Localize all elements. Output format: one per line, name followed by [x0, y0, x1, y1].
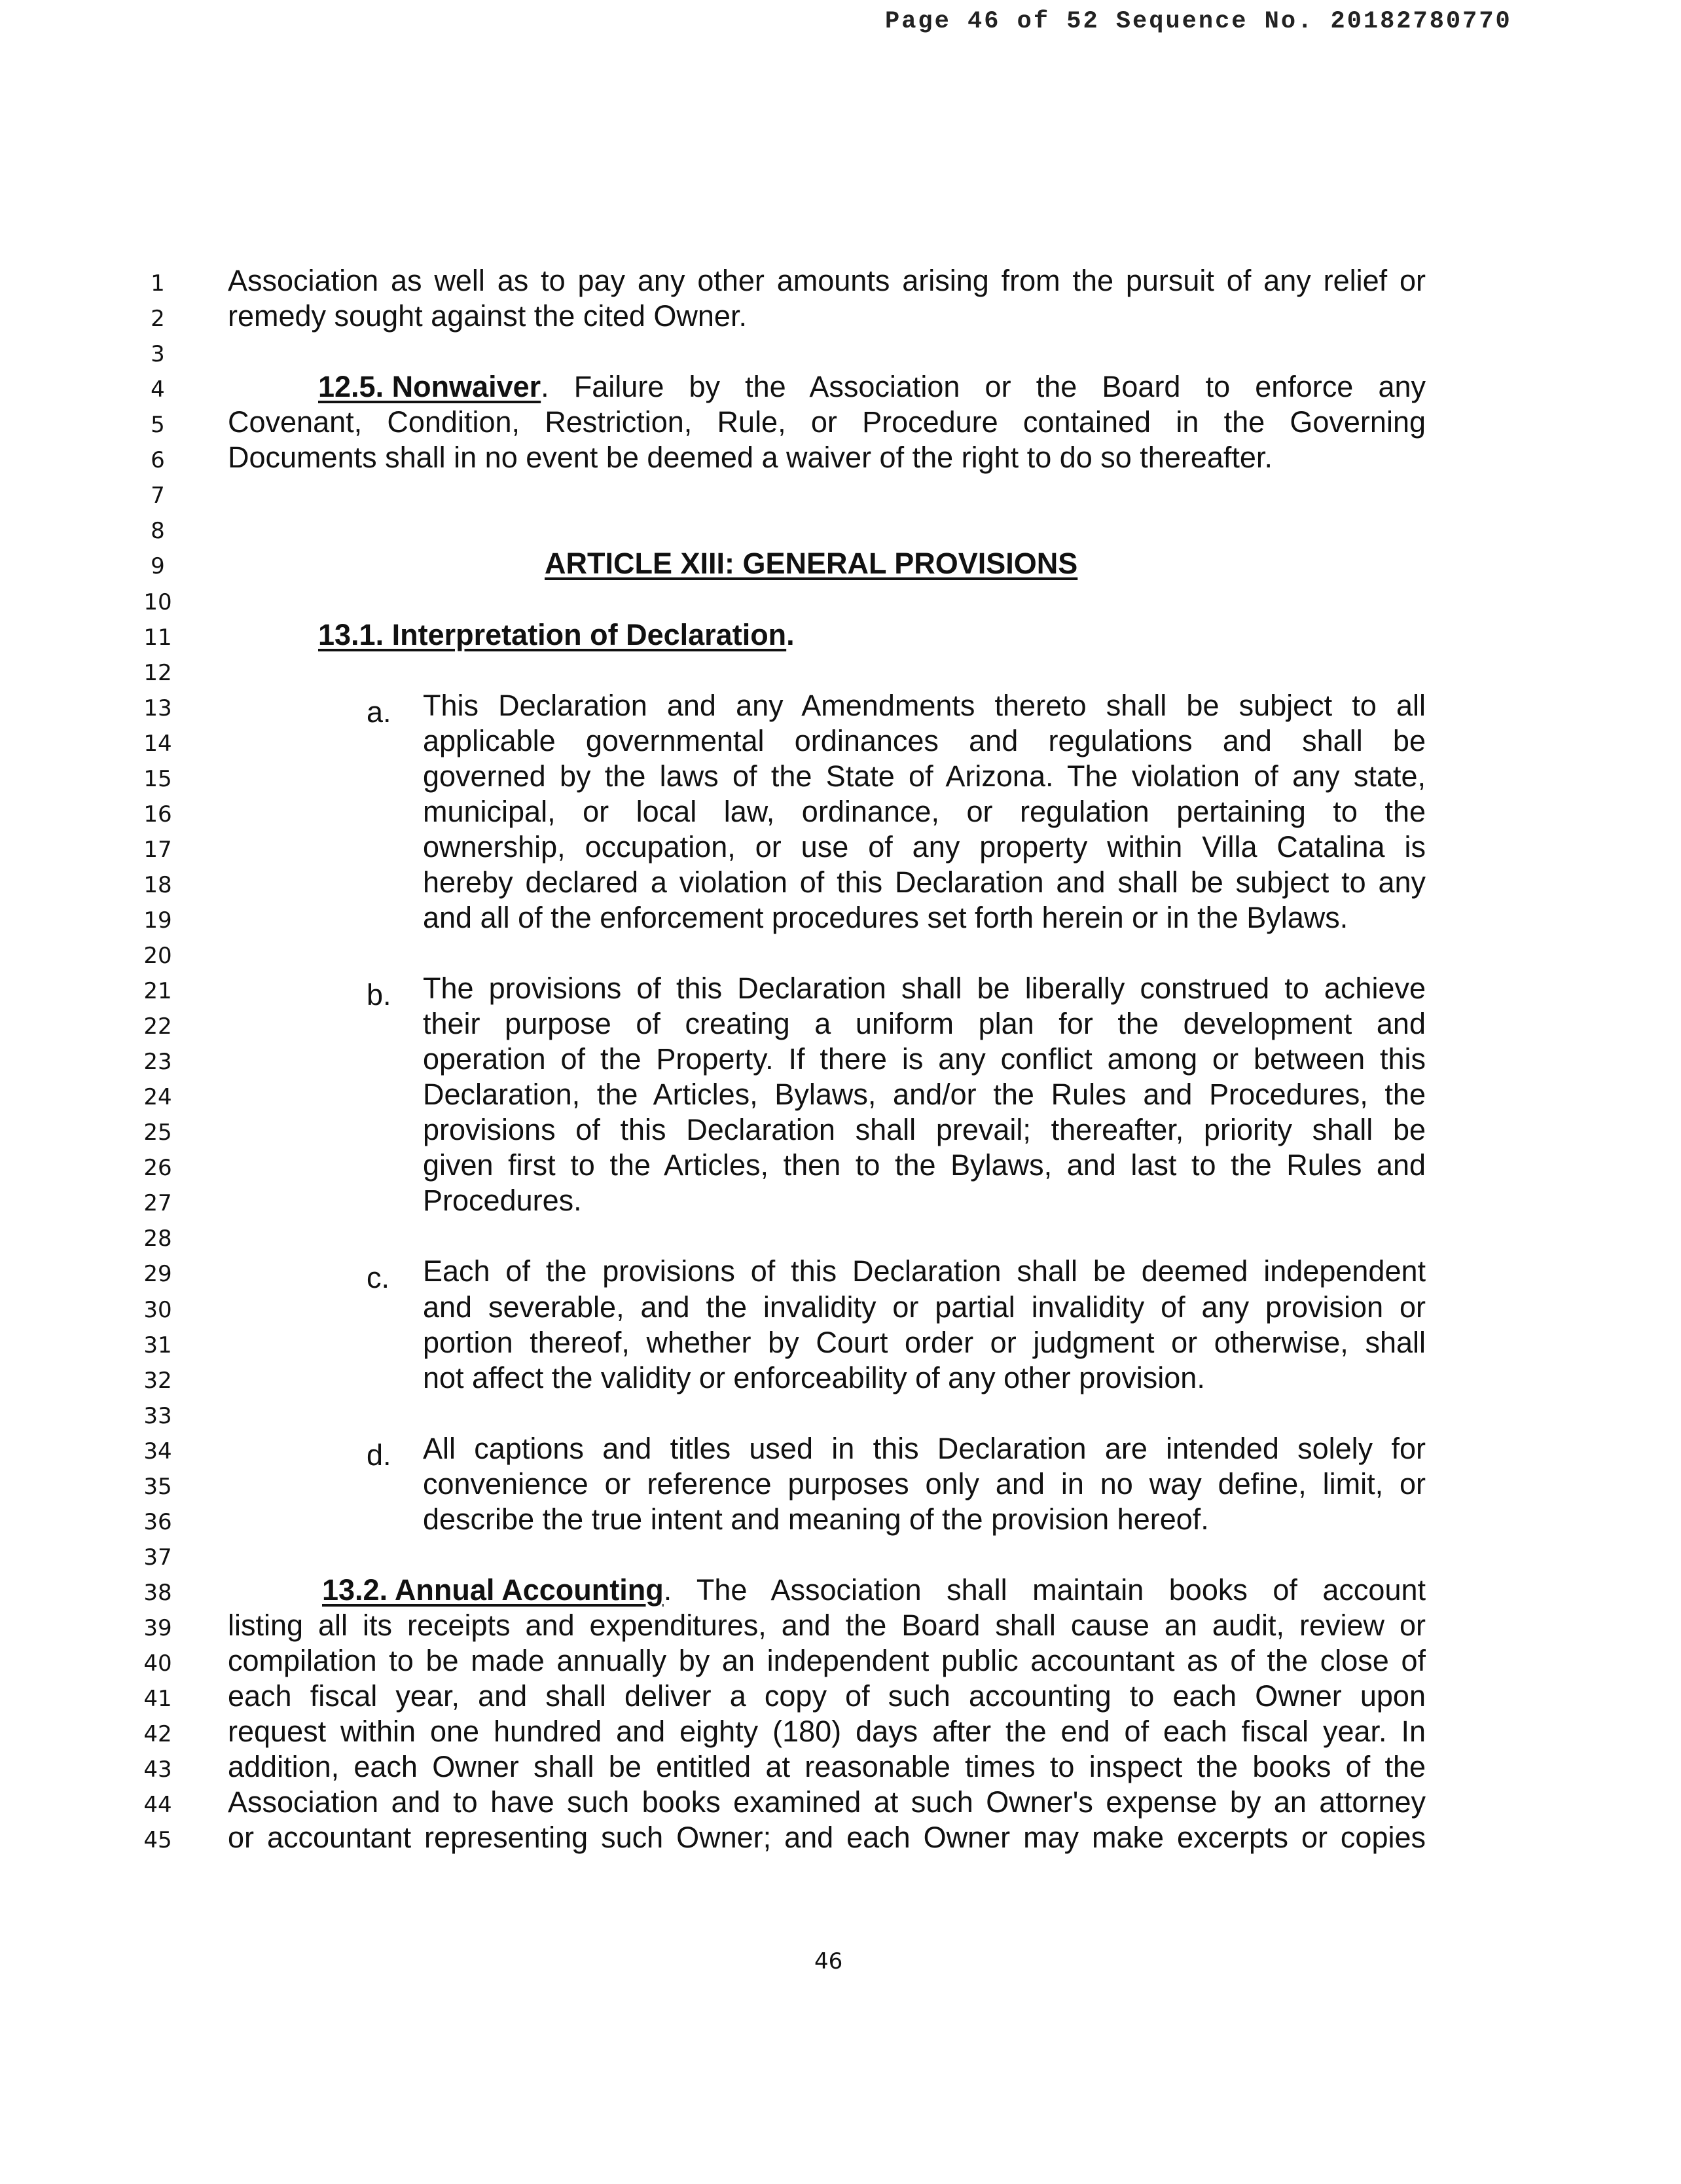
list-item-line: Declaration, the Articles, Bylaws, and/or the Rules and Procedures, the — [423, 1080, 1426, 1111]
line-number: 23 — [143, 1049, 172, 1075]
list-marker: c. — [367, 1261, 390, 1294]
section-13-2-first-line — [322, 1575, 1426, 1612]
line-number: 12 — [143, 660, 172, 686]
line-number: 19 — [143, 907, 172, 934]
section-heading-13-2: 13.2. Annual Accounting — [322, 1573, 664, 1607]
line-number: 43 — [143, 1756, 172, 1783]
list-item-line: provisions of this Declaration shall prevail; thereafter, priority shall be — [423, 1115, 1426, 1146]
paragraph-line: addition, each Owner shall be entitled at reasonable times to inspect the books of the — [228, 1752, 1426, 1783]
line-number: 14 — [143, 731, 172, 757]
page-number: 46 — [814, 1948, 843, 1975]
line-number: 11 — [143, 625, 172, 651]
list-marker: d. — [367, 1438, 391, 1472]
line-number: 18 — [143, 872, 172, 898]
list-item-line: not affect the validity or enforceability of any other provision. — [423, 1361, 1205, 1394]
list-marker: a. — [367, 695, 391, 729]
section-heading-12-5: 12.5. Nonwaiver — [318, 370, 541, 403]
list-item-line: and severable, and the invalidity or partial invalidity of any provision or — [423, 1292, 1426, 1324]
line-number: 25 — [143, 1119, 172, 1146]
line-number: 38 — [143, 1580, 172, 1606]
paragraph-line: remedy sought against the cited Owner. — [228, 299, 747, 333]
paragraph-line: listing all its receipts and expenditures, and the Board shall cause an audit, review or — [228, 1611, 1426, 1642]
list-item-line: governed by the laws of the State of Arizona. The violation of any state, — [423, 761, 1426, 793]
line-number: 35 — [143, 1474, 172, 1500]
line-number: 3 — [151, 341, 165, 367]
article-title: ARTICLE XIII: GENERAL PROVISIONS — [545, 547, 1078, 580]
line-number: 28 — [143, 1226, 172, 1252]
line-number: 29 — [143, 1261, 172, 1287]
list-item-line: The provisions of this Declaration shall be liberally construed to achieve — [423, 974, 1426, 1005]
line-number: 4 — [151, 376, 165, 403]
line-number: 26 — [143, 1155, 172, 1181]
line-number: 40 — [143, 1650, 172, 1677]
line-number: 20 — [143, 943, 172, 969]
line-number: 39 — [143, 1615, 172, 1641]
line-number: 32 — [143, 1368, 172, 1394]
list-item-line: municipal, or local law, ordinance, or regulation pertaining to the — [423, 797, 1426, 828]
paragraph-line: . The Association shall maintain books of account — [663, 1575, 1426, 1607]
paragraph-line: each fiscal year, and shall deliver a copy of such accounting to each Owner upon — [228, 1681, 1426, 1713]
line-number: 5 — [151, 412, 165, 438]
line-number: 2 — [151, 306, 165, 332]
list-item-line: given first to the Articles, then to the Bylaws, and last to the Rules and — [423, 1150, 1426, 1182]
line-number: 24 — [143, 1084, 172, 1110]
heading-period: . — [786, 618, 795, 651]
paragraph-line: Documents shall in no event be deemed a waiver of the right to do so thereafter. — [228, 441, 1273, 474]
list-item-line: portion thereof, whether by Court order or judgment or otherwise, shall — [423, 1328, 1426, 1359]
paragraph-line: or accountant representing such Owner; and each Owner may make excerpts or copies — [228, 1823, 1426, 1854]
list-item-line: Each of the provisions of this Declaration shall be deemed independent — [423, 1256, 1426, 1288]
list-item-line: their purpose of creating a uniform plan for the development and — [423, 1009, 1426, 1040]
section-13-1-line — [318, 620, 795, 649]
line-number: 41 — [143, 1686, 172, 1712]
line-number: 44 — [143, 1792, 172, 1818]
line-number: 21 — [143, 978, 172, 1004]
list-item-line: applicable governmental ordinances and regulations and shall be — [423, 726, 1426, 757]
list-item-line: describe the true intent and meaning of the provision hereof. — [423, 1502, 1209, 1536]
line-number: 16 — [143, 801, 172, 828]
line-number: 10 — [143, 589, 172, 615]
line-number: 34 — [143, 1438, 172, 1465]
paragraph-line: request within one hundred and eighty (180) days after the end of each fiscal year. In — [228, 1717, 1426, 1748]
list-item-line: operation of the Property. If there is any conflict among or between this — [423, 1044, 1426, 1076]
paragraph-line: . Failure by the Association or the Board to enforce any — [541, 372, 1426, 403]
line-number: 9 — [151, 553, 165, 579]
line-number: 22 — [143, 1013, 172, 1040]
paragraph-line: Association and to have such books examined at such Owner's expense by an attorney — [228, 1787, 1426, 1819]
list-item-line: ownership, occupation, or use of any property within Villa Catalina is — [423, 832, 1426, 864]
section-heading-13-1: 13.1. Interpretation of Declaration — [318, 618, 787, 651]
section-12-5-first-line — [318, 372, 1426, 409]
line-number: 42 — [143, 1721, 172, 1747]
paragraph-line: Covenant, Condition, Restriction, Rule, or Procedure contained in the Governing — [228, 407, 1426, 439]
line-number: 17 — [143, 837, 172, 863]
line-number: 36 — [143, 1509, 172, 1535]
line-number: 30 — [143, 1297, 172, 1323]
line-number: 8 — [151, 518, 165, 544]
list-item-line: and all of the enforcement procedures set forth herein or in the Bylaws. — [423, 901, 1348, 934]
list-item-line: All captions and titles used in this Declaration are intended solely for — [423, 1434, 1426, 1465]
line-number: 1 — [151, 270, 165, 297]
page-header: Page 46 of 52 Sequence No. 20182780770 — [885, 8, 1512, 35]
line-number: 45 — [143, 1827, 172, 1853]
paragraph-line: Association as well as to pay any other amounts arising from the pursuit of any relief or — [228, 266, 1426, 297]
list-item-line: convenience or reference purposes only and in no way define, limit, or — [423, 1469, 1426, 1501]
line-number: 27 — [143, 1190, 172, 1216]
list-item-line: hereby declared a violation of this Declaration and shall be subject to any — [423, 867, 1426, 899]
line-number: 33 — [143, 1403, 172, 1429]
line-number: 6 — [151, 447, 165, 473]
list-item-line: Procedures. — [423, 1184, 582, 1217]
list-item-line: This Declaration and any Amendments thereto shall be subject to all — [423, 691, 1426, 722]
line-number: 31 — [143, 1332, 172, 1358]
list-marker: b. — [367, 978, 391, 1011]
line-number: 7 — [151, 482, 165, 509]
line-number: 37 — [143, 1544, 172, 1571]
paragraph-line: compilation to be made annually by an independent public accountant as of the close of — [228, 1646, 1426, 1677]
line-number: 15 — [143, 766, 172, 792]
line-number: 13 — [143, 695, 172, 721]
